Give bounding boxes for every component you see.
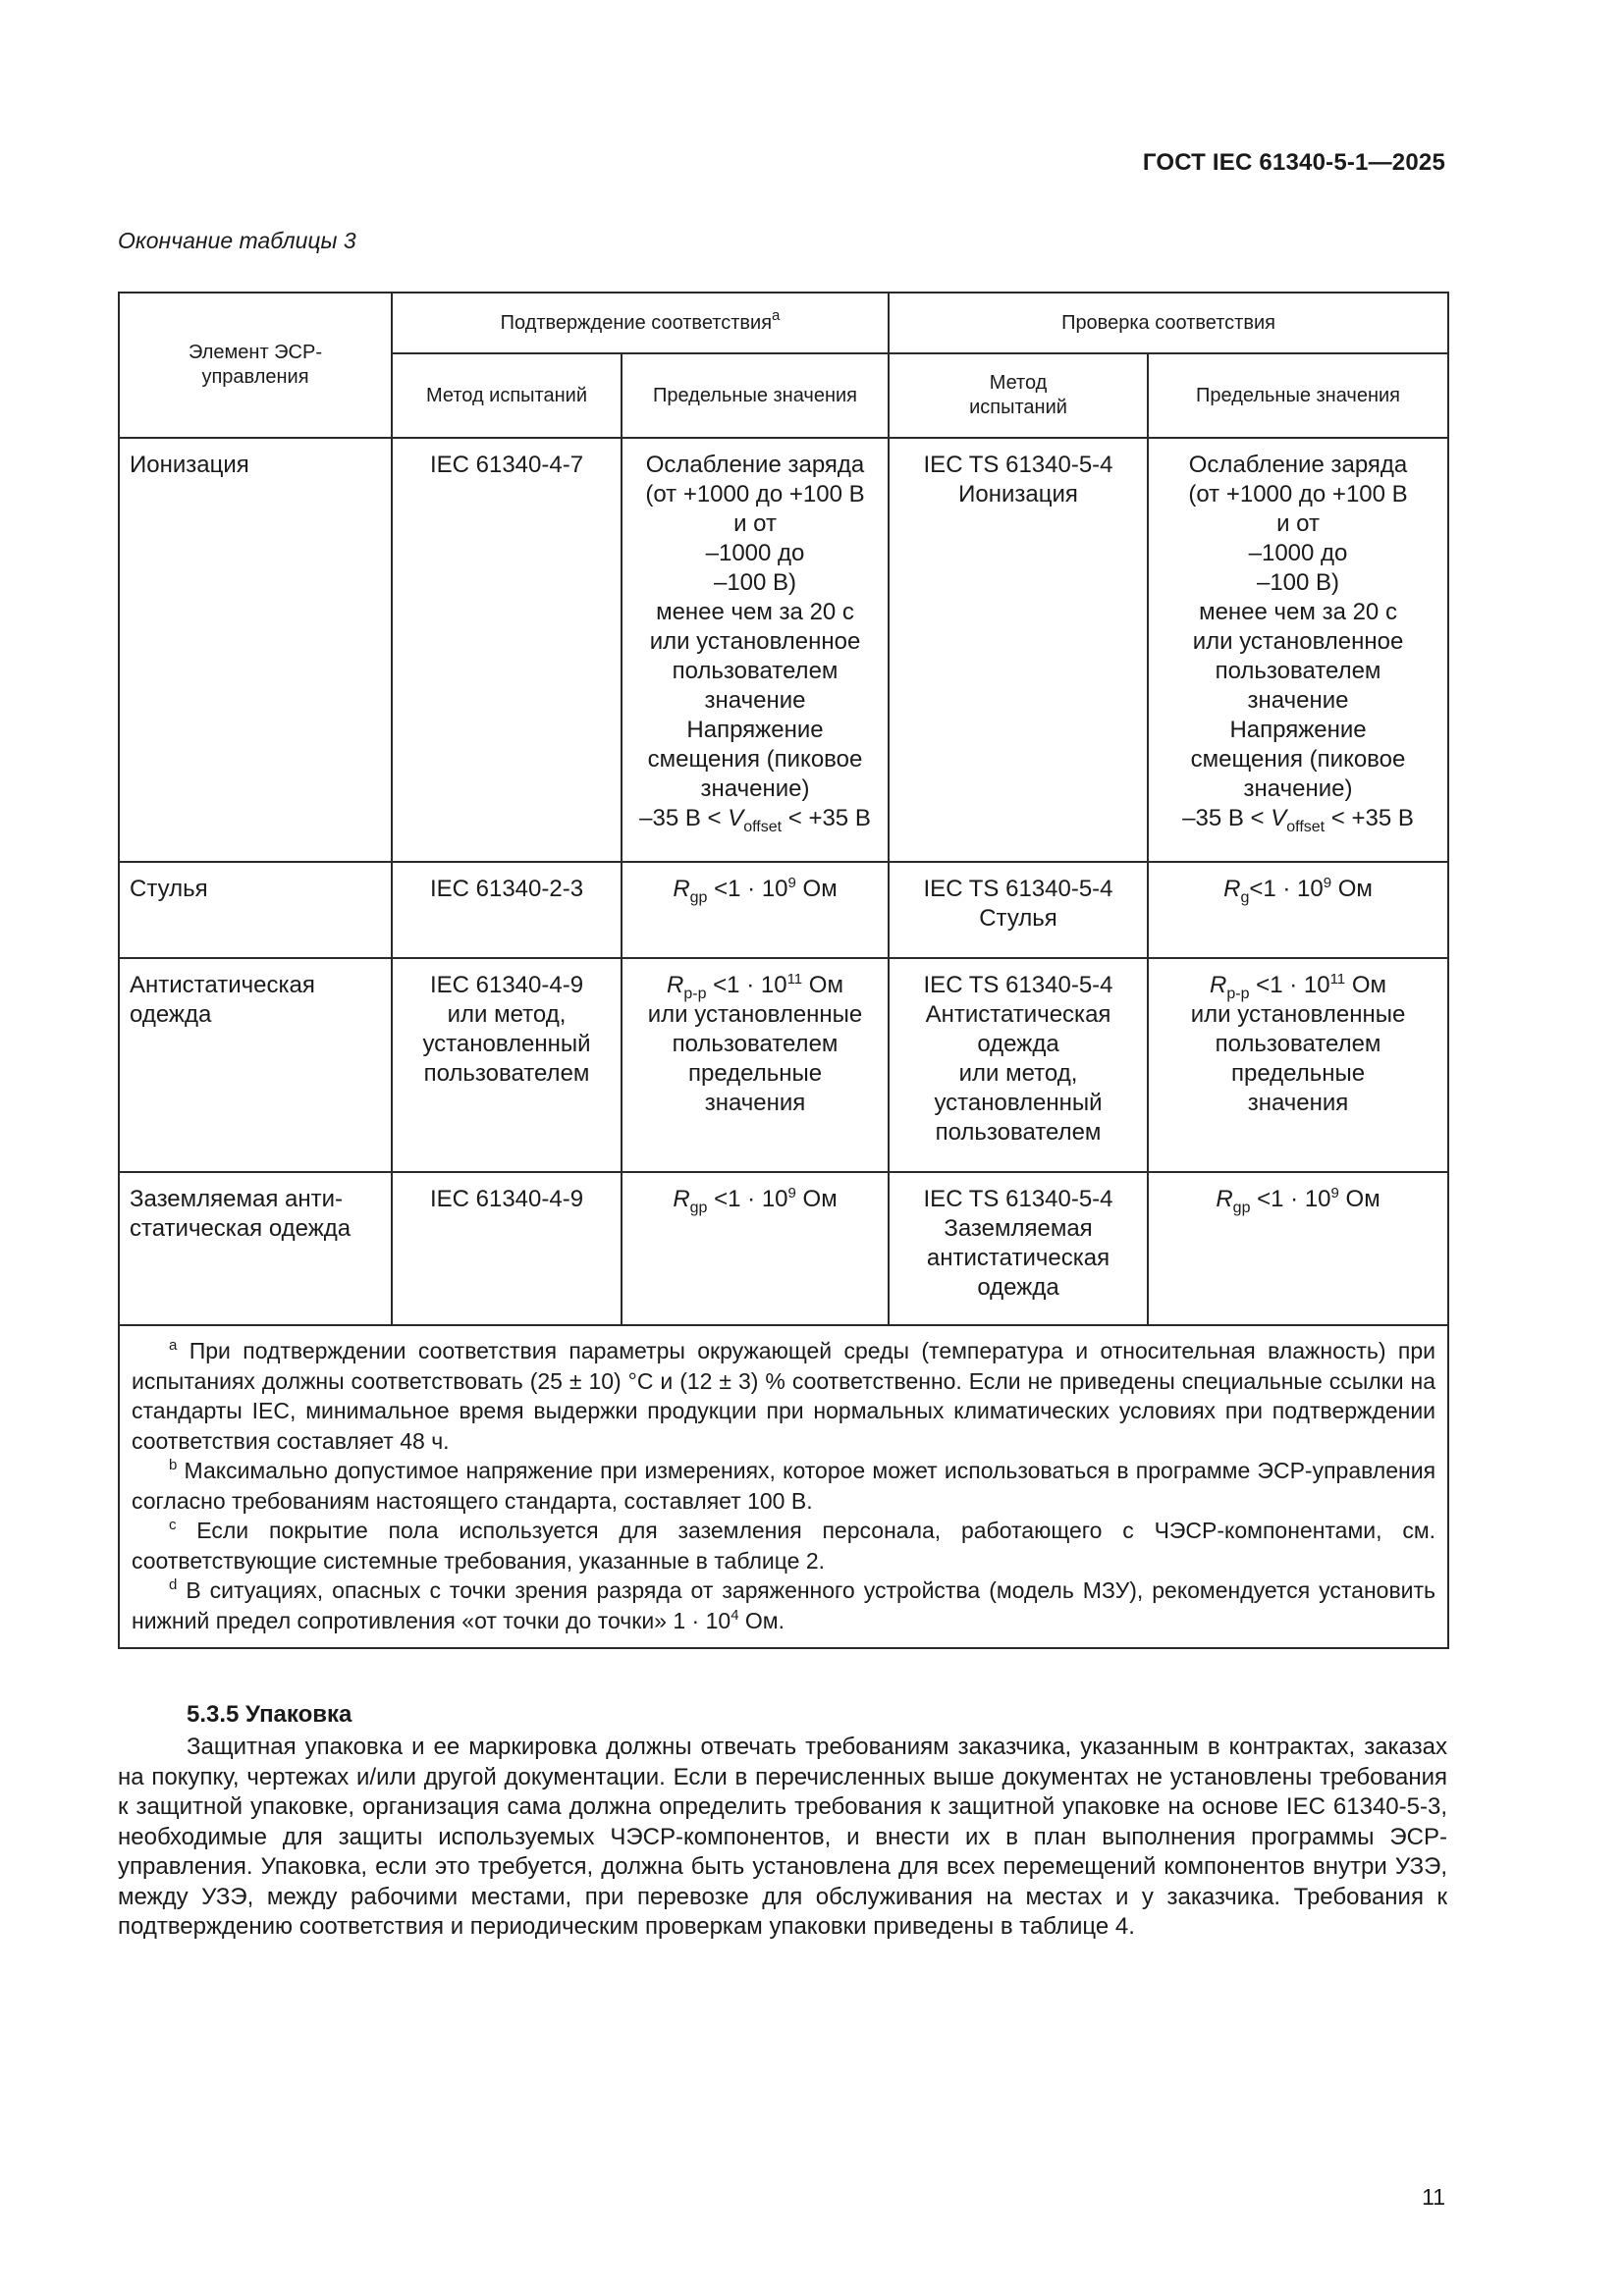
- footnote-mark: b: [169, 1457, 178, 1473]
- formula-part: Ом: [1338, 1186, 1380, 1212]
- cell-check-limits: [1148, 438, 1448, 862]
- formula-part: <1 · 10: [707, 1186, 788, 1212]
- table-row-chairs: [119, 862, 1448, 958]
- cell-check-method: IEC TS 61340-5-4 Антистатическая одежда или метод, установленный пользователем: [889, 958, 1148, 1172]
- cell-test-method: IEC 61340-4-9 или метод, установленный пользователем: [392, 958, 622, 1172]
- formula-part: Ом: [1331, 876, 1373, 902]
- footnote-mark: a: [169, 1337, 178, 1354]
- formula-subscript: gp: [689, 1200, 708, 1216]
- section-title: 5.3.5 Упаковка: [187, 1701, 352, 1728]
- limits-formula: [632, 804, 878, 833]
- cell-check-method: IEC TS 61340-5-4 Ионизация: [889, 438, 1148, 862]
- formula-part: <1 · 10: [1249, 876, 1324, 902]
- formula-part: <1 · 10: [1250, 1186, 1331, 1212]
- table-notes-row: [119, 1325, 1448, 1648]
- check-limits-text: Ослабление заряда (от +1000 до +100 В и от –1000 до –100 В) менее чем за 20 с или установленное пользователем значение Напряжение смещения (пиковое значение): [1188, 452, 1408, 802]
- formula-subscript: gp: [1232, 1200, 1251, 1216]
- formula-part: –35 В <: [1182, 805, 1272, 831]
- table-row-grounded-garment: [119, 1172, 1448, 1325]
- limits-text: или установленные пользователем предельные значения: [647, 1001, 863, 1116]
- check-limits-text: или установленные пользователем предельные значения: [1190, 1001, 1406, 1116]
- check-limits-formula: [1159, 971, 1437, 1000]
- footnote-text: Максимально допустимое напряжение при измерениях, которое может использоваться в программе ЭСР-управления согласно требованиям настоящего стандарта, составляет 100 В.: [132, 1458, 1436, 1514]
- header-compliance-verification: [392, 293, 889, 353]
- header-periodic-check: Проверка соответствия: [889, 293, 1448, 353]
- formula-symbol: R: [673, 1186, 690, 1212]
- cell-check-method: IEC TS 61340-5-4 Стулья: [889, 862, 1148, 958]
- formula-subscript: gp: [689, 889, 708, 906]
- formula-symbol: R: [1223, 876, 1241, 902]
- formula-subscript: offset: [743, 819, 783, 835]
- formula-part: Ом: [795, 876, 838, 902]
- footnote-b: [132, 1456, 1435, 1516]
- formula-subscript: p-p: [1226, 986, 1250, 1002]
- footnote-mark: c: [169, 1517, 177, 1533]
- formula-subscript: g: [1240, 889, 1250, 906]
- footnote-mark: d: [169, 1576, 178, 1593]
- formula-exponent: 11: [786, 971, 803, 988]
- header-test-method: Метод испытаний: [392, 353, 622, 438]
- footnote-text: Если покрытие пола используется для заземления персонала, работающего с ЧЭСР-компонентами, см. соответствующие системные требования, указанные в таблице 2.: [132, 1518, 1436, 1574]
- cell-check-limits: [1148, 958, 1448, 1172]
- formula-exponent: 11: [1329, 971, 1346, 988]
- cell-element: Стулья: [119, 862, 392, 958]
- cell-test-method: IEC 61340-4-7: [392, 438, 622, 862]
- formula-part: < +35 В: [782, 805, 871, 831]
- header-element: Элемент ЭСР- управления: [119, 293, 392, 438]
- formula-symbol: R: [1216, 1186, 1233, 1212]
- header-check-limits: Предельные значения: [1148, 353, 1448, 438]
- footnote-text: Ом.: [738, 1607, 785, 1633]
- formula-exponent: 9: [787, 875, 796, 891]
- header-check-method: Метод испытаний: [889, 353, 1148, 438]
- cell-test-method: IEC 61340-2-3: [392, 862, 622, 958]
- formula-part: Ом: [795, 1186, 838, 1212]
- limits-text: Ослабление заряда (от +1000 до +100 В и от –1000 до –100 В) менее чем за 20 с или установленное пользователем значение Напряжение смещения (пиковое значение): [645, 452, 865, 802]
- formula-part: –35 В <: [639, 805, 729, 831]
- formula-symbol: V: [728, 805, 744, 831]
- footnote-mark-a: a: [772, 306, 781, 324]
- formula-part: Ом: [1345, 972, 1386, 998]
- formula-part: Ом: [802, 972, 843, 998]
- page-number: 11: [1422, 2184, 1445, 2210]
- section-body: Защитная упаковка и ее маркировка должны отвечать требованиям заказчика, указанным в контрактах, заказах на покупку, чертежах и/или другой документации. Если в перечисленных выше документах не установлены требования к защитной упаковке, организация сама должна определить требования к защитной упаковке на основе IEC 61340-5-3, необходимые для защиты используемых ЧЭСР-компонентов, и внести их в план выполнения программы ЭСР-управления. Упаковка, если это требуется, должна быть установлена для всех перемещений компонентов внутри УЗЭ, между УЗЭ, между рабочими местами, при перевозке для обслуживания на местах и у заказчика. Требования к подтверждению соответствия и периодическим проверкам упаковки приведены в таблице 4.: [118, 1734, 1447, 1940]
- table-row-ionization: [119, 438, 1448, 862]
- table-notes: [119, 1325, 1448, 1648]
- check-limits-formula: [1159, 804, 1437, 833]
- table-row-garment: [119, 958, 1448, 1172]
- formula-subscript: p-p: [683, 986, 707, 1002]
- cell-element: Ионизация: [119, 438, 392, 862]
- formula-exponent: 9: [787, 1185, 796, 1201]
- formula-exponent: 9: [1330, 1185, 1339, 1201]
- footnote-text: В ситуациях, опасных с точки зрения разряда от заряженного устройства (модель МЗУ), рекомендуется установить нижний предел сопротивления «от точки до точки» 1 · 10: [132, 1577, 1436, 1633]
- formula-part: < +35 В: [1325, 805, 1414, 831]
- footnote-d: [132, 1575, 1435, 1635]
- cell-limits: [622, 1172, 889, 1325]
- header-compliance-verification-label: Подтверждение соответствия: [500, 311, 773, 334]
- esd-requirements-table: [118, 292, 1449, 1649]
- formula-symbol: R: [667, 972, 684, 998]
- footnote-exponent: 4: [731, 1606, 739, 1624]
- formula-symbol: V: [1271, 805, 1287, 831]
- table-caption: Окончание таблицы 3: [118, 228, 356, 253]
- formula-part: <1 · 10: [1249, 972, 1330, 998]
- cell-element: Заземляемая анти- статическая одежда: [119, 1172, 392, 1325]
- cell-check-method: IEC TS 61340-5-4 Заземляемая антистатическая одежда: [889, 1172, 1148, 1325]
- cell-limits: [622, 958, 889, 1172]
- footnote-text: При подтверждении соответствия параметры окружающей среды (температура и относительная влажность) при испытаниях должны соответствовать (25 ± 10) °С и (12 ± 3) % соответственно. Если не приведены специальные ссылки на стандарты IEC, минимальное время выдержки продукции при нормальных климатических условиях при подтверждении соответствия составляет 48 ч.: [132, 1338, 1436, 1454]
- footnote-c: [132, 1516, 1435, 1575]
- formula-symbol: R: [673, 876, 690, 902]
- cell-test-method: IEC 61340-4-9: [392, 1172, 622, 1325]
- formula-part: <1 · 10: [707, 876, 788, 902]
- cell-check-limits: [1148, 862, 1448, 958]
- cell-element: Антистатическая одежда: [119, 958, 392, 1172]
- cell-check-limits: [1148, 1172, 1448, 1325]
- cell-limits: [622, 438, 889, 862]
- cell-limits: [622, 862, 889, 958]
- formula-symbol: R: [1210, 972, 1227, 998]
- formula-part: <1 · 10: [706, 972, 787, 998]
- limits-formula: [632, 971, 878, 1000]
- footnote-a: [132, 1336, 1435, 1456]
- formula-exponent: 9: [1323, 875, 1332, 891]
- header-limits: Предельные значения: [622, 353, 889, 438]
- document-header: ГОСТ IEC 61340-5-1—2025: [1142, 149, 1445, 176]
- formula-subscript: offset: [1286, 819, 1326, 835]
